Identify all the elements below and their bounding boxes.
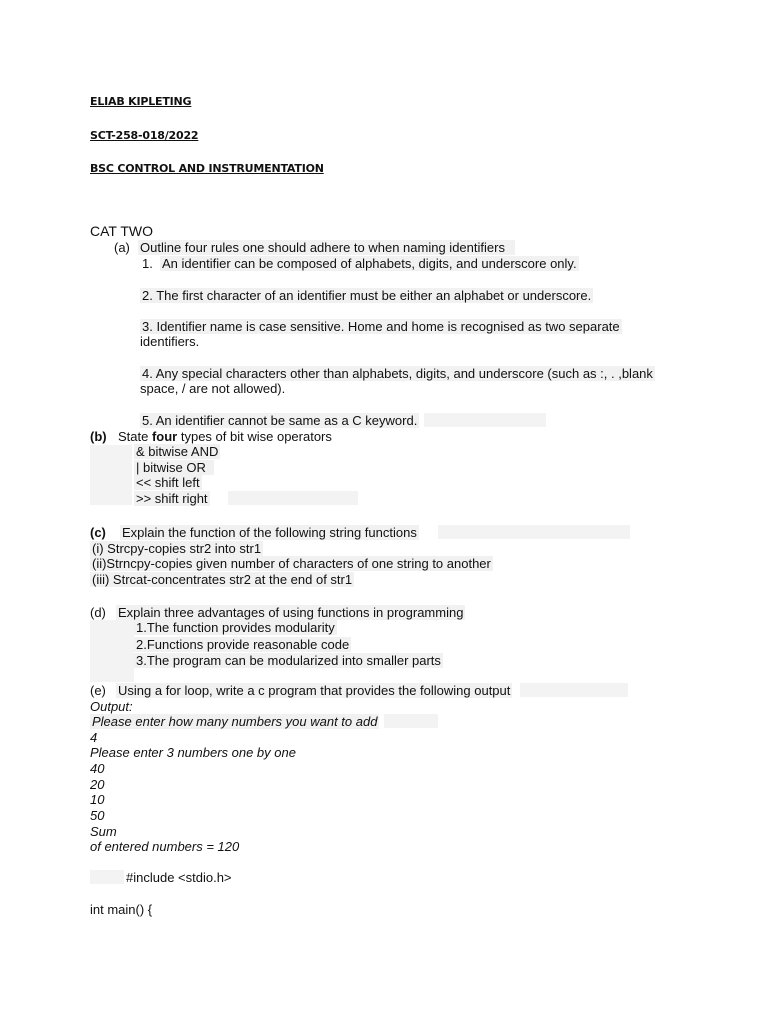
question-b-text-bold: four <box>151 429 178 444</box>
advantage-3: 3.The program can be modularized into smaller parts <box>136 653 441 668</box>
question-b-text-post: types of bit wise operators <box>177 429 332 444</box>
question-d-text: Explain three advantages of using functions in programming <box>118 605 464 620</box>
document-title: CAT TWO <box>90 223 153 239</box>
output-line-7: 10 <box>90 792 105 807</box>
rule-4-line-2: space, / are not allowed). <box>140 381 286 396</box>
output-line-8: 50 <box>90 808 105 823</box>
highlight-block <box>228 491 358 505</box>
question-c-text: Explain the function of the following string functions <box>122 525 417 540</box>
highlight-block <box>520 683 628 697</box>
question-b-text <box>118 429 332 444</box>
rule-3-line-2: identifiers. <box>140 334 200 349</box>
question-a-label: (a) <box>114 240 130 255</box>
question-c-label: (c) <box>90 525 106 540</box>
question-a-text: Outline four rules one should adhere to when naming identifiers <box>138 240 515 255</box>
rule-2: 2. The first character of an identifier must be either an alphabet or underscore. <box>142 288 592 303</box>
output-line-10: of entered numbers = 120 <box>90 839 240 854</box>
highlight-block <box>90 445 132 505</box>
registration-number: SCT-258-018/2022 <box>90 129 199 142</box>
code-main: int main() { <box>90 902 153 917</box>
highlight-block <box>90 620 134 682</box>
rule-1: An identifier can be composed of alphabets, digits, and underscore only. <box>162 256 577 271</box>
string-function-1: (i) Strcpy-copies str2 into str1 <box>92 541 262 556</box>
highlight-block <box>438 525 630 539</box>
advantage-1: 1.The function provides modularity <box>136 620 335 635</box>
bitwise-op-2: | bitwise OR <box>134 460 214 475</box>
code-include: #include <stdio.h> <box>126 870 232 885</box>
bitwise-op-1: & bitwise AND <box>136 444 219 459</box>
course-title: BSC CONTROL AND INSTRUMENTATION <box>90 162 324 175</box>
question-b-label: (b) <box>90 429 107 444</box>
highlight-block <box>384 714 438 728</box>
highlight-block <box>424 413 546 427</box>
rule-3-line-1: 3. Identifier name is case sensitive. Home and home is recognised as two separate <box>142 319 620 334</box>
student-name: ELIAB KIPLETING <box>90 95 192 108</box>
string-function-3: (iii) Strcat-concentrates str2 at the end of str1 <box>92 572 353 587</box>
rule-5: 5. An identifier cannot be same as a C keyword. <box>142 413 418 428</box>
bitwise-op-4: >> shift right <box>136 491 208 506</box>
question-d-label: (d) <box>90 605 106 620</box>
question-e-label: (e) <box>90 683 106 698</box>
bitwise-op-3: << shift left <box>136 475 200 490</box>
rule-1-number: 1. <box>142 256 153 271</box>
output-line-3: 4 <box>90 730 98 745</box>
output-line-9: Sum <box>90 824 117 839</box>
output-line-1: Output: <box>90 699 133 714</box>
advantage-2: 2.Functions provide reasonable code <box>136 637 350 652</box>
highlight-block <box>90 870 124 884</box>
output-line-2: Please enter how many numbers you want to add <box>92 714 378 729</box>
string-function-2: (ii)Strncpy-copies given number of characters of one string to another <box>92 556 491 571</box>
output-line-4: Please enter 3 numbers one by one <box>90 745 296 760</box>
question-b-text-pre: State <box>118 429 152 444</box>
output-line-5: 40 <box>90 761 105 776</box>
output-line-6: 20 <box>90 777 105 792</box>
question-e-text: Using a for loop, write a c program that provides the following output <box>118 683 511 698</box>
rule-4-line-1: 4. Any special characters other than alphabets, digits, and underscore (such as :, . ,blank <box>142 366 653 381</box>
